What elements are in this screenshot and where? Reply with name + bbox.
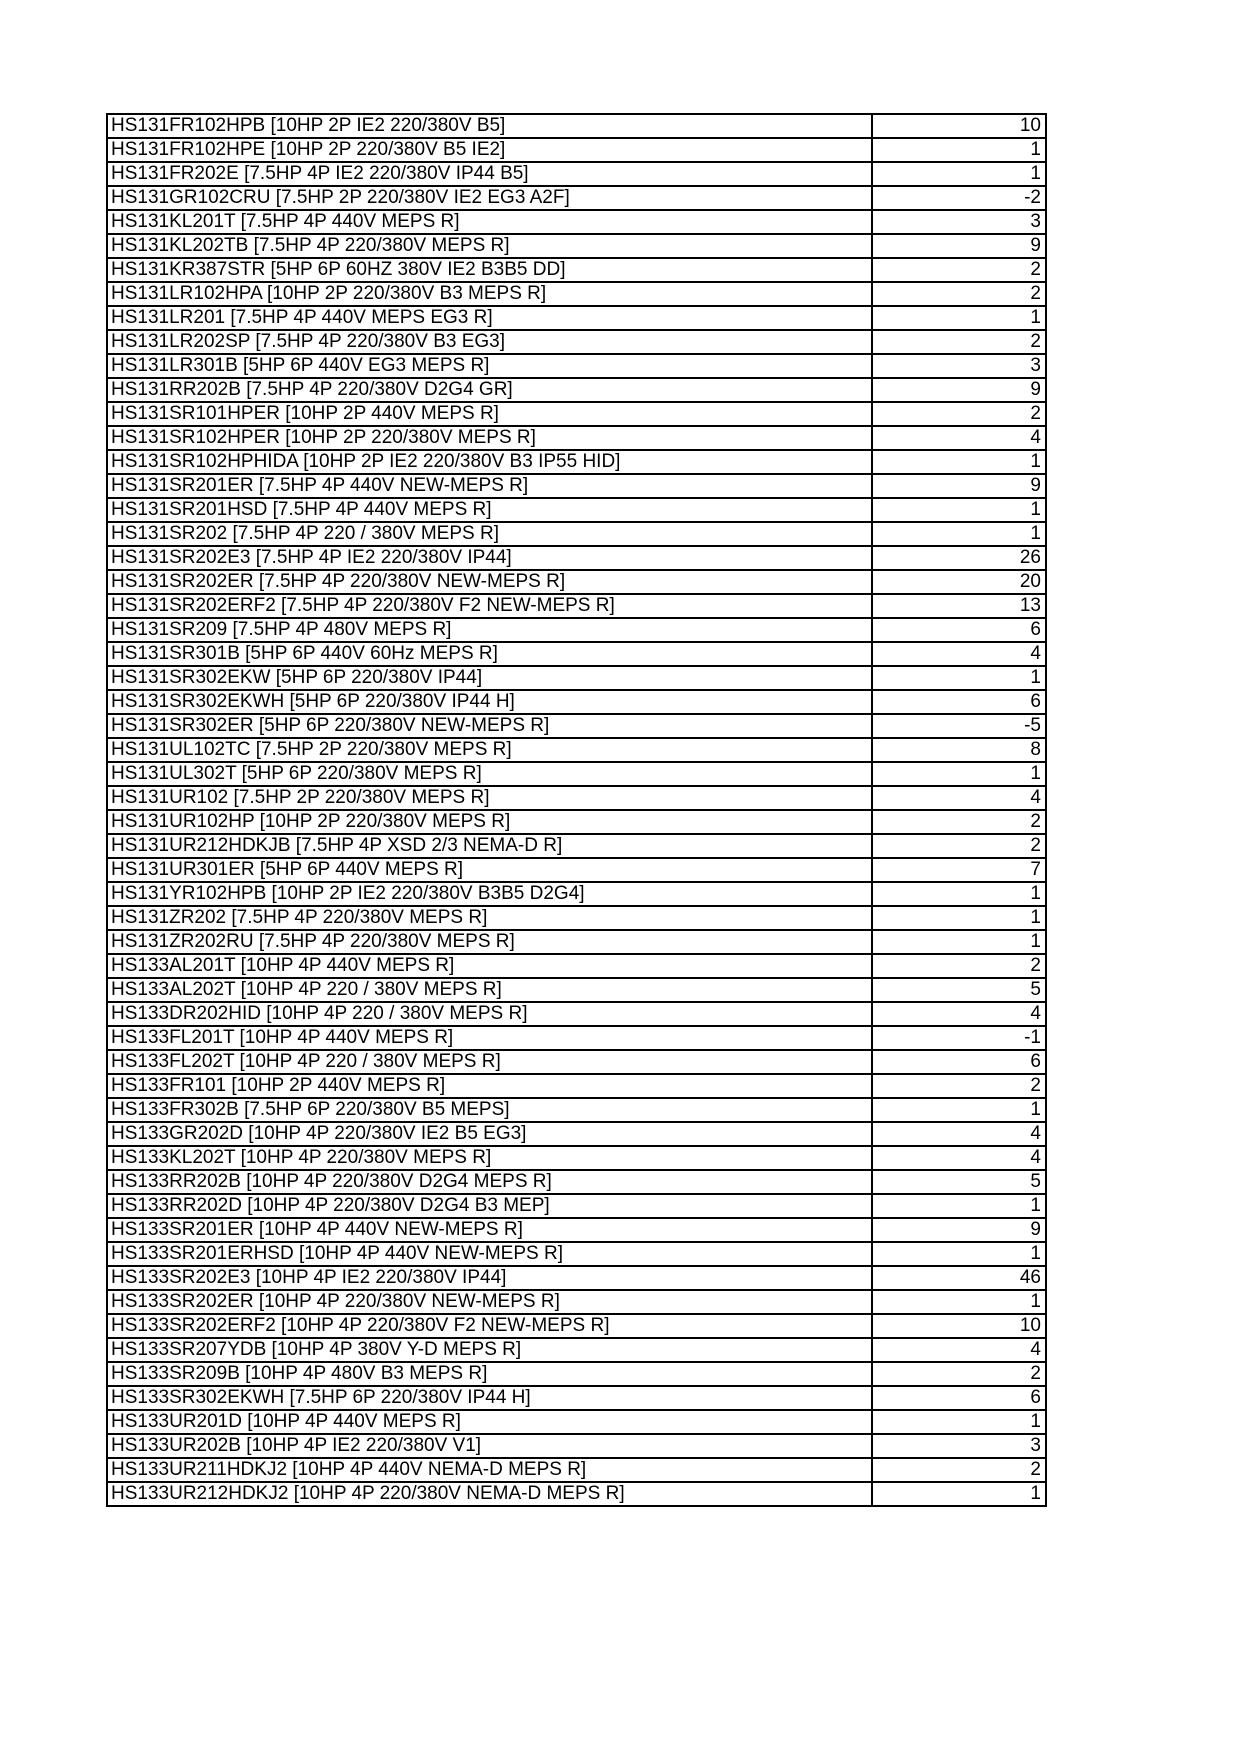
quantity-cell: 3 [872, 210, 1046, 234]
table-row [107, 186, 1046, 210]
quantity-cell: 6 [872, 1386, 1046, 1410]
quantity-cell: 1 [872, 1098, 1046, 1122]
quantity-cell: 3 [872, 354, 1046, 378]
table-row [107, 138, 1046, 162]
product-description-cell: HS133UR201D [10HP 4P 440V MEPS R] [107, 1410, 872, 1434]
inventory-table [106, 113, 1047, 1507]
table-row [107, 306, 1046, 330]
product-description-cell: HS131UR301ER [5HP 6P 440V MEPS R] [107, 858, 872, 882]
quantity-cell: 1 [872, 906, 1046, 930]
product-description-cell: HS131SR201HSD [7.5HP 4P 440V MEPS R] [107, 498, 872, 522]
table-row [107, 1362, 1046, 1386]
quantity-cell: 13 [872, 594, 1046, 618]
product-description-cell: HS131LR102HPA [10HP 2P 220/380V B3 MEPS R] [107, 282, 872, 306]
quantity-cell: 20 [872, 570, 1046, 594]
quantity-cell: 4 [872, 1002, 1046, 1026]
table-row [107, 666, 1046, 690]
product-description-cell: HS131RR202B [7.5HP 4P 220/380V D2G4 GR] [107, 378, 872, 402]
table-row [107, 162, 1046, 186]
quantity-cell: 6 [872, 1050, 1046, 1074]
product-description-cell: HS131LR301B [5HP 6P 440V EG3 MEPS R] [107, 354, 872, 378]
table-row [107, 834, 1046, 858]
table-row [107, 522, 1046, 546]
product-description-cell: HS133DR202HID [10HP 4P 220 / 380V MEPS R] [107, 1002, 872, 1026]
table-row [107, 642, 1046, 666]
table-row [107, 474, 1046, 498]
table-row [107, 1482, 1046, 1506]
table-row [107, 594, 1046, 618]
quantity-cell: 4 [872, 1146, 1046, 1170]
product-description-cell: HS131SR101HPER [10HP 2P 440V MEPS R] [107, 402, 872, 426]
quantity-cell: 2 [872, 1074, 1046, 1098]
quantity-cell: 9 [872, 234, 1046, 258]
quantity-cell: 2 [872, 282, 1046, 306]
quantity-cell: 2 [872, 834, 1046, 858]
table-row [107, 450, 1046, 474]
product-description-cell: HS131SR202 [7.5HP 4P 220 / 380V MEPS R] [107, 522, 872, 546]
table-row [107, 930, 1046, 954]
product-description-cell: HS131KL202TB [7.5HP 4P 220/380V MEPS R] [107, 234, 872, 258]
product-description-cell: HS131UL102TC [7.5HP 2P 220/380V MEPS R] [107, 738, 872, 762]
table-row [107, 1290, 1046, 1314]
table-row [107, 786, 1046, 810]
quantity-cell: 1 [872, 498, 1046, 522]
quantity-cell: 10 [872, 1314, 1046, 1338]
table-row [107, 858, 1046, 882]
table-row [107, 570, 1046, 594]
table-row [107, 1170, 1046, 1194]
product-description-cell: HS133SR202ERF2 [10HP 4P 220/380V F2 NEW-MEPS R] [107, 1314, 872, 1338]
table-row [107, 1146, 1046, 1170]
quantity-cell: -5 [872, 714, 1046, 738]
quantity-cell: 9 [872, 1218, 1046, 1242]
quantity-cell: 4 [872, 1338, 1046, 1362]
table-row [107, 1386, 1046, 1410]
quantity-cell: 10 [872, 114, 1046, 138]
product-description-cell: HS131SR302EKW [5HP 6P 220/380V IP44] [107, 666, 872, 690]
product-description-cell: HS131UR212HDKJB [7.5HP 4P XSD 2/3 NEMA-D R] [107, 834, 872, 858]
product-description-cell: HS133UR212HDKJ2 [10HP 4P 220/380V NEMA-D MEPS R] [107, 1482, 872, 1506]
table-row [107, 1242, 1046, 1266]
product-description-cell: HS131LR201 [7.5HP 4P 440V MEPS EG3 R] [107, 306, 872, 330]
quantity-cell: 2 [872, 810, 1046, 834]
product-description-cell: HS131SR201ER [7.5HP 4P 440V NEW-MEPS R] [107, 474, 872, 498]
quantity-cell: -2 [872, 186, 1046, 210]
quantity-cell: 4 [872, 426, 1046, 450]
quantity-cell: 46 [872, 1266, 1046, 1290]
table-row [107, 1074, 1046, 1098]
table-row [107, 1050, 1046, 1074]
product-description-cell: HS131UR102 [7.5HP 2P 220/380V MEPS R] [107, 786, 872, 810]
quantity-cell: 4 [872, 642, 1046, 666]
quantity-cell: 7 [872, 858, 1046, 882]
quantity-cell: 6 [872, 690, 1046, 714]
product-description-cell: HS131SR209 [7.5HP 4P 480V MEPS R] [107, 618, 872, 642]
table-row [107, 378, 1046, 402]
table-row [107, 738, 1046, 762]
table-row [107, 258, 1046, 282]
table-row [107, 1458, 1046, 1482]
quantity-cell: 5 [872, 1170, 1046, 1194]
product-description-cell: HS131SR102HPER [10HP 2P 220/380V MEPS R] [107, 426, 872, 450]
table-row [107, 402, 1046, 426]
product-description-cell: HS131LR202SP [7.5HP 4P 220/380V B3 EG3] [107, 330, 872, 354]
product-description-cell: HS131KR387STR [5HP 6P 60HZ 380V IE2 B3B5 DD] [107, 258, 872, 282]
table-row [107, 354, 1046, 378]
table-row [107, 1194, 1046, 1218]
table-row [107, 1098, 1046, 1122]
quantity-cell: 6 [872, 618, 1046, 642]
table-row [107, 954, 1046, 978]
product-description-cell: HS133UR202B [10HP 4P IE2 220/380V V1] [107, 1434, 872, 1458]
product-description-cell: HS131ZR202RU [7.5HP 4P 220/380V MEPS R] [107, 930, 872, 954]
product-description-cell: HS133GR202D [10HP 4P 220/380V IE2 B5 EG3] [107, 1122, 872, 1146]
quantity-cell: 1 [872, 882, 1046, 906]
quantity-cell: 4 [872, 786, 1046, 810]
quantity-cell: 4 [872, 1122, 1046, 1146]
table-row [107, 426, 1046, 450]
table-row [107, 546, 1046, 570]
table-row [107, 1314, 1046, 1338]
product-description-cell: HS133FR302B [7.5HP 6P 220/380V B5 MEPS] [107, 1098, 872, 1122]
product-description-cell: HS131SR302EKWH [5HP 6P 220/380V IP44 H] [107, 690, 872, 714]
quantity-cell: -1 [872, 1026, 1046, 1050]
table-row [107, 978, 1046, 1002]
product-description-cell: HS133RR202B [10HP 4P 220/380V D2G4 MEPS R] [107, 1170, 872, 1194]
product-description-cell: HS133SR202ER [10HP 4P 220/380V NEW-MEPS R] [107, 1290, 872, 1314]
table-row [107, 282, 1046, 306]
product-description-cell: HS131ZR202 [7.5HP 4P 220/380V MEPS R] [107, 906, 872, 930]
table-row [107, 1338, 1046, 1362]
table-row [107, 1218, 1046, 1242]
product-description-cell: HS131SR202ERF2 [7.5HP 4P 220/380V F2 NEW-MEPS R] [107, 594, 872, 618]
quantity-cell: 3 [872, 1434, 1046, 1458]
table-row [107, 1410, 1046, 1434]
product-description-cell: HS133FL202T [10HP 4P 220 / 380V MEPS R] [107, 1050, 872, 1074]
product-description-cell: HS133AL201T [10HP 4P 440V MEPS R] [107, 954, 872, 978]
table-row [107, 1434, 1046, 1458]
quantity-cell: 1 [872, 1482, 1046, 1506]
product-description-cell: HS131SR102HPHIDA [10HP 2P IE2 220/380V B3 IP55 HID] [107, 450, 872, 474]
product-description-cell: HS133AL202T [10HP 4P 220 / 380V MEPS R] [107, 978, 872, 1002]
quantity-cell: 1 [872, 1290, 1046, 1314]
quantity-cell: 5 [872, 978, 1046, 1002]
product-description-cell: HS133KL202T [10HP 4P 220/380V MEPS R] [107, 1146, 872, 1170]
product-description-cell: HS133FL201T [10HP 4P 440V MEPS R] [107, 1026, 872, 1050]
product-description-cell: HS133SR201ER [10HP 4P 440V NEW-MEPS R] [107, 1218, 872, 1242]
product-description-cell: HS133UR211HDKJ2 [10HP 4P 440V NEMA-D MEPS R] [107, 1458, 872, 1482]
quantity-cell: 2 [872, 954, 1046, 978]
product-description-cell: HS133SR209B [10HP 4P 480V B3 MEPS R] [107, 1362, 872, 1386]
table-row [107, 114, 1046, 138]
product-description-cell: HS131KL201T [7.5HP 4P 440V MEPS R] [107, 210, 872, 234]
quantity-cell: 2 [872, 402, 1046, 426]
quantity-cell: 2 [872, 1458, 1046, 1482]
product-description-cell: HS131SR301B [5HP 6P 440V 60Hz MEPS R] [107, 642, 872, 666]
quantity-cell: 1 [872, 306, 1046, 330]
quantity-cell: 26 [872, 546, 1046, 570]
product-description-cell: HS133SR207YDB [10HP 4P 380V Y-D MEPS R] [107, 1338, 872, 1362]
quantity-cell: 1 [872, 762, 1046, 786]
quantity-cell: 1 [872, 1242, 1046, 1266]
table-row [107, 498, 1046, 522]
quantity-cell: 1 [872, 930, 1046, 954]
table-row [107, 330, 1046, 354]
product-description-cell: HS131SR202ER [7.5HP 4P 220/380V NEW-MEPS R] [107, 570, 872, 594]
table-row [107, 618, 1046, 642]
product-description-cell: HS131FR102HPB [10HP 2P IE2 220/380V B5] [107, 114, 872, 138]
product-description-cell: HS131GR102CRU [7.5HP 2P 220/380V IE2 EG3 A2F] [107, 186, 872, 210]
quantity-cell: 9 [872, 474, 1046, 498]
quantity-cell: 2 [872, 258, 1046, 282]
product-description-cell: HS131SR202E3 [7.5HP 4P IE2 220/380V IP44] [107, 546, 872, 570]
product-description-cell: HS131FR102HPE [10HP 2P 220/380V B5 IE2] [107, 138, 872, 162]
table-row [107, 906, 1046, 930]
table-row [107, 1002, 1046, 1026]
table-row [107, 810, 1046, 834]
table-row [107, 1026, 1046, 1050]
product-description-cell: HS131UR102HP [10HP 2P 220/380V MEPS R] [107, 810, 872, 834]
quantity-cell: 8 [872, 738, 1046, 762]
product-description-cell: HS131FR202E [7.5HP 4P IE2 220/380V IP44 B5] [107, 162, 872, 186]
product-description-cell: HS133FR101 [10HP 2P 440V MEPS R] [107, 1074, 872, 1098]
quantity-cell: 1 [872, 162, 1046, 186]
quantity-cell: 9 [872, 378, 1046, 402]
inventory-table-body [107, 114, 1046, 1506]
quantity-cell: 1 [872, 522, 1046, 546]
product-description-cell: HS133SR302EKWH [7.5HP 6P 220/380V IP44 H] [107, 1386, 872, 1410]
quantity-cell: 2 [872, 1362, 1046, 1386]
quantity-cell: 2 [872, 330, 1046, 354]
table-row [107, 714, 1046, 738]
product-description-cell: HS133RR202D [10HP 4P 220/380V D2G4 B3 MEP] [107, 1194, 872, 1218]
table-row [107, 882, 1046, 906]
quantity-cell: 1 [872, 1410, 1046, 1434]
product-description-cell: HS133SR202E3 [10HP 4P IE2 220/380V IP44] [107, 1266, 872, 1290]
product-description-cell: HS131UL302T [5HP 6P 220/380V MEPS R] [107, 762, 872, 786]
quantity-cell: 1 [872, 1194, 1046, 1218]
product-description-cell: HS131YR102HPB [10HP 2P IE2 220/380V B3B5 D2G4] [107, 882, 872, 906]
quantity-cell: 1 [872, 138, 1046, 162]
table-row [107, 762, 1046, 786]
table-row [107, 1266, 1046, 1290]
table-row [107, 1122, 1046, 1146]
table-row [107, 690, 1046, 714]
table-row [107, 234, 1046, 258]
product-description-cell: HS131SR302ER [5HP 6P 220/380V NEW-MEPS R] [107, 714, 872, 738]
table-row [107, 210, 1046, 234]
quantity-cell: 1 [872, 450, 1046, 474]
quantity-cell: 1 [872, 666, 1046, 690]
product-description-cell: HS133SR201ERHSD [10HP 4P 440V NEW-MEPS R] [107, 1242, 872, 1266]
